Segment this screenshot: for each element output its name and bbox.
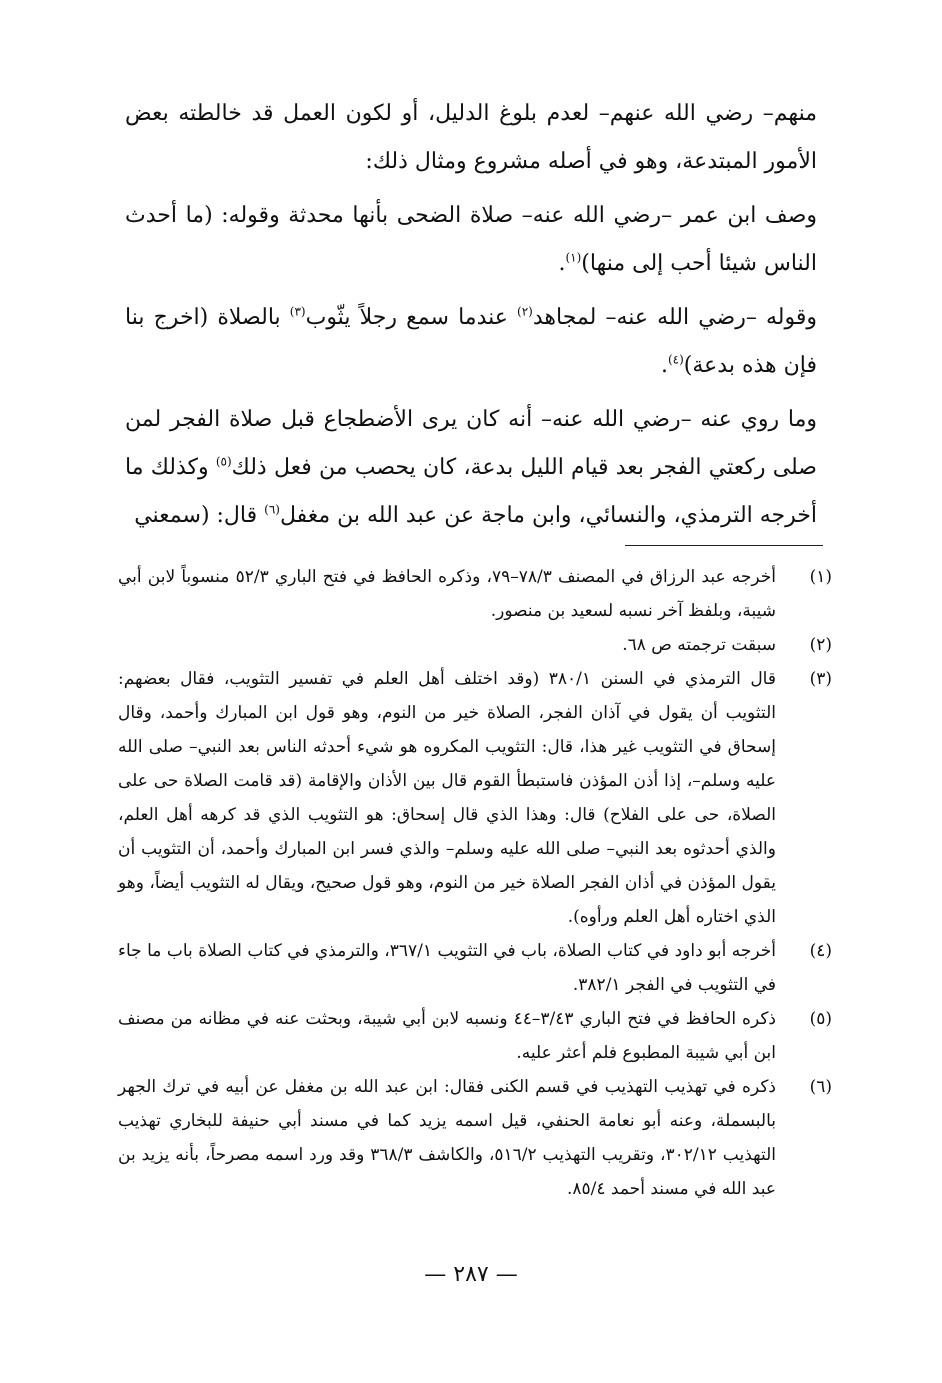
footnote-number: (٣) [809,669,832,689]
paragraph-1: منهم– رضي الله عنهم– لعدم بلوغ الدليل، أو لكون العمل قد خالطته بعض الأمور المبتدعة، وهو في أصله مشروع ومثال ذلك: [125,101,817,174]
footnote-ref-2[interactable]: (٢) [517,304,533,319]
footnote-ref-4[interactable]: (٤) [667,352,684,367]
footnote-2 [118,628,832,662]
footnote-3 [118,662,832,934]
footnote-number: (٥) [809,1009,832,1029]
footnote-number: (٢) [809,635,832,655]
footnote-text: ذكره في تهذيب التهذيب في قسم الكنى فقال: ابن عبد الله بن مغفل عن أبيه في ترك الجهر بالبسملة، وعنه أبو نعامة الحنفي، قيل اسمه يزيد كما في مسند أبي حنيفة للبخاري تهذيب التهذيب ٣٠٢/١٢، وتقريب التهذيب ٥١٦/٢، والكاشف ٣٦٨/٣ وقد ورد اسمه مصرحاً، بأنه يزيد بن عبد الله في مسند أحمد ٨٥/٤. [118,1077,776,1199]
footnote-1 [118,560,832,628]
footnote-number: (١) [809,567,832,587]
footnote-text: أخرجه أبو داود في كتاب الصلاة، باب في التثويب ٣٦٧/١، والترمذي في كتاب الصلاة باب ما جاء في التثويب في الفجر ٣٨٢/١. [118,941,776,995]
footnote-text: سبقت ترجمته ص ٦٨. [622,635,776,655]
footnote-6 [118,1070,832,1206]
footnote-number: (٦) [809,1077,832,1097]
footnote-separator [625,545,823,546]
footnote-ref-6[interactable]: (٦) [264,502,280,517]
footnote-ref-1[interactable]: (١) [565,250,582,265]
footnote-ref-5[interactable]: (٥) [215,454,232,469]
footnote-4 [118,934,832,1002]
paragraph-2: وصف ابن عمر –رضي الله عنه– صلاة الضحى بأنها محدثة وقوله: (ما أحدث الناس شيئا أحب إلى منها)$^{(١)}$. [125,203,817,276]
footnote-number: (٤) [809,941,832,961]
footnote-text: قال الترمذي في السنن ٣٨٠/١ (وقد اختلف أهل العلم في تفسير التثويب، فقال بعضهم: التثويب أن يقول في آذان الفجر، الصلاة خير من النوم، وهو قول ابن المبارك وأحمد، وقال إسحاق في التثويب غير هذا، قال: التثويب المكروه هو شيء أحدثه الناس بعد النبي– صلى الله عليه وسلم–، إذا أذن المؤذن فاستبطأ القوم قال بين الأذان والإقامة (قد قامت الصلاة حى على الصلاة، حى على الفلاح) قال: وهذا الذي قال إسحاق: هو التثويب الذي قد كرهه أهل العلم، والذي أحدثوه بعد النبي– صلى الله عليه وسلم– والذي فسر ابن المبارك وأحمد، أن التثويب أن يقول المؤذن في أذان الفجر الصلاة خير من النوم، وهو قول صحيح، ويقال له التثويب أيضاً، وهو الذي اختاره أهل العلم ورأوه). [118,669,776,927]
footnote-ref-3[interactable]: (٣) [289,304,306,319]
paragraph-4: وما روي عنه –رضي الله عنه– أنه كان يرى الأضطجاع قبل صلاة الفجر لمن صلى ركعتي الفجر بعد قيام الليل بدعة، كان يحصب من فعل ذلك$^{(٥)}$ وكذلك ما أخرجه الترمذي، والنسائي، وابن ماجة عن عبد الله بن مغفل$^{(٦)}$ قال: (سمعني [125,407,817,528]
page-number: — ٢٨٧ — [424,1262,518,1287]
footnote-text: أخرجه عبد الرزاق في المصنف ٧٨/٣–٧٩، وذكره الحافظ في فتح الباري ٥٢/٣ منسوباً لابن أبي شيبة، وبلفظ آخر نسبه لسعيد بن منصور. [118,567,776,621]
footnotes [118,560,832,1206]
footnote-5 [118,1002,832,1070]
footnote-text: ذكره الحافظ في فتح الباري ٣/٤٣–٤٤ ونسبه لابن أبي شيبة، وبحثت عنه في مظانه من مصنف ابن أبي شيبة المطبوع فلم أعثر عليه. [118,1009,776,1063]
paragraph-3: وقوله –رضي الله عنه– لمجاهد$^{(٢)}$ عندما سمع رجلاً يثّوب$^{(٣)}$ بالصلاة (اخرج بنا فإن هذه بدعة)$^{(٤)}$. [125,304,817,378]
main-text [125,90,817,540]
